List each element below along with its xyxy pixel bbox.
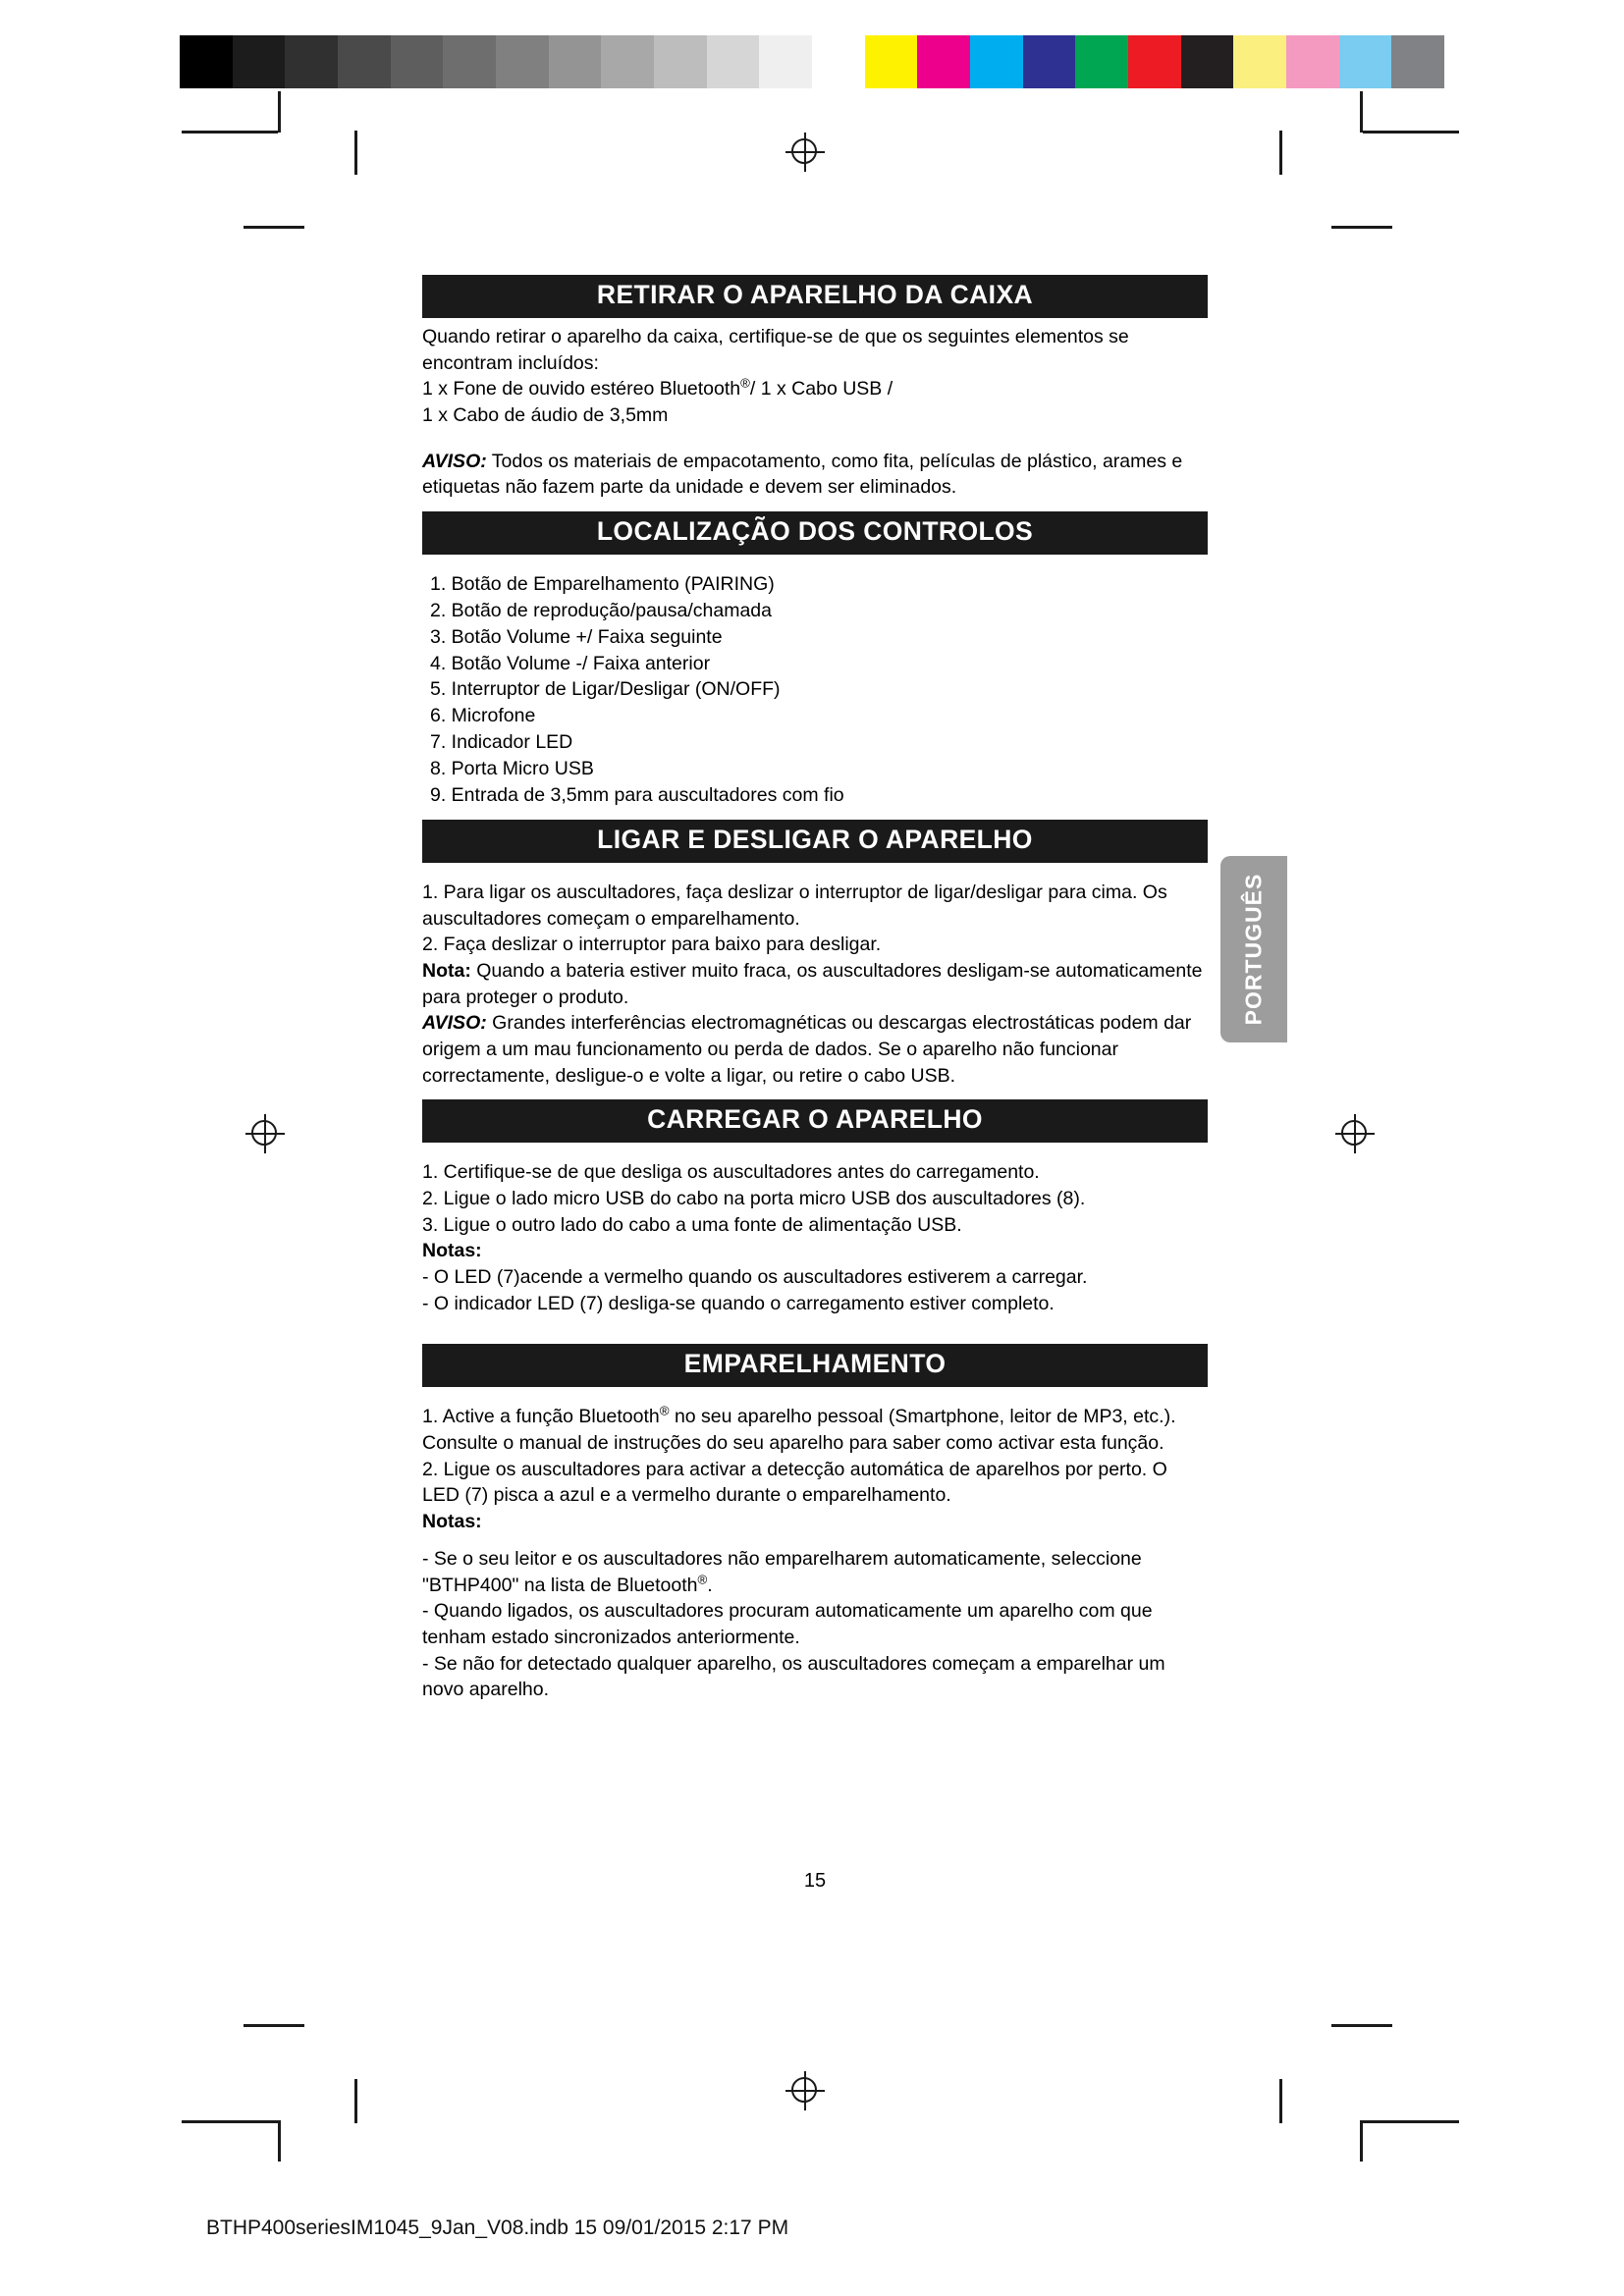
- crop-mark: [1331, 2024, 1392, 2027]
- color-swatch: [1233, 35, 1286, 88]
- color-swatch: [1339, 35, 1392, 88]
- registration-mark-top: [785, 133, 825, 172]
- pairing-notes-label: Notas:: [422, 1511, 482, 1533]
- color-swatch: [180, 35, 233, 88]
- color-swatch: [443, 35, 496, 88]
- color-swatch: [865, 35, 918, 88]
- language-tab: [1220, 856, 1287, 1042]
- power-note-label: Nota:: [422, 959, 471, 982]
- pairing-note-1: - Se o seu leitor e os auscultadores não emparelharem automaticamente, seleccione "BTHP400" na lista de Bluetooth®.: [422, 1547, 1142, 1596]
- crop-mark: [354, 131, 357, 175]
- color-swatch: [601, 35, 654, 88]
- color-swatch: [812, 35, 865, 88]
- crop-mark: [278, 2120, 281, 2162]
- color-swatch: [391, 35, 444, 88]
- control-item: 2. Botão de reprodução/pausa/chamada: [430, 599, 773, 621]
- print-calibration-strip: [180, 35, 1444, 88]
- crop-mark: [1360, 91, 1363, 133]
- control-item: 7. Indicador LED: [430, 731, 573, 754]
- crop-mark: [278, 91, 281, 133]
- power-step-2: 2. Faça deslizar o interruptor para baixo para desligar.: [422, 934, 882, 956]
- color-swatch: [1023, 35, 1076, 88]
- color-swatch: [1075, 35, 1128, 88]
- charging-note-2: - O indicador LED (7) desliga-se quando o carregamento estiver completo.: [422, 1292, 1055, 1314]
- control-item: 3. Botão Volume +/ Faixa seguinte: [430, 625, 723, 648]
- power-notice: [422, 1010, 1208, 1089]
- crop-mark: [1363, 131, 1459, 133]
- section-heading-unboxing: RETIRAR O APARELHO DA CAIXA: [422, 275, 1208, 318]
- power-notice-text: Grandes interferências electromagnéticas ou descargas electrostáticas podem dar origem a um mau funcionamento ou perda de dados. Se o aparelho não funcionar correctamente, desligue-o e volte a ligar, ou retire o cabo USB.: [422, 1012, 1192, 1087]
- unboxing-intro: Quando retirar o aparelho da caixa, certifique-se de que os seguintes elementos se encontram incluídos:: [422, 325, 1129, 374]
- control-item: 4. Botão Volume -/ Faixa anterior: [430, 652, 711, 674]
- crop-mark: [1279, 131, 1282, 175]
- pairing-note-3: - Se não for detectado qualquer aparelho, os auscultadores começam a emparelhar um novo aparelho.: [422, 1652, 1165, 1701]
- crop-mark: [182, 2120, 278, 2123]
- color-swatch: [1391, 35, 1444, 88]
- print-footer: BTHP400seriesIM1045_9Jan_V08.indb 15 09/01/2015 2:17 PM: [206, 2216, 789, 2239]
- control-item: 9. Entrada de 3,5mm para auscultadores com fio: [430, 784, 844, 807]
- crop-mark: [244, 2024, 304, 2027]
- crop-mark: [354, 2079, 357, 2123]
- crop-mark: [1331, 226, 1392, 229]
- unboxing-notice: [422, 449, 1208, 501]
- crop-mark: [244, 226, 304, 229]
- color-swatch: [1286, 35, 1339, 88]
- section-heading-controls: LOCALIZAÇÃO DOS CONTROLOS: [422, 511, 1208, 555]
- unboxing-contents-line1: 1 x Fone de ouvido estéreo Bluetooth®/ 1 x Cabo USB /: [422, 375, 893, 400]
- crop-mark: [182, 131, 278, 133]
- color-swatch: [496, 35, 549, 88]
- registration-mark-right: [1335, 1114, 1375, 1153]
- pairing-step-2: 2. Ligue os auscultadores para activar a detecção automática de aparelhos por perto. O LED (7) pisca a azul e a vermelho durante o emparelhamento.: [422, 1458, 1167, 1507]
- section-heading-charging: CARREGAR O APARELHO: [422, 1099, 1208, 1143]
- charging-note-1: - O LED (7)acende a vermelho quando os auscultadores estiverem a carregar.: [422, 1266, 1088, 1289]
- power-notice-label: AVISO:: [422, 1012, 487, 1035]
- color-swatch: [549, 35, 602, 88]
- color-swatch: [1128, 35, 1181, 88]
- color-swatch: [1181, 35, 1234, 88]
- pairing-note-2: - Quando ligados, os auscultadores procuram automaticamente um aparelho com que tenham estado sincronizados anteriormente.: [422, 1600, 1153, 1648]
- color-swatch: [338, 35, 391, 88]
- power-note: [422, 958, 1208, 1010]
- registration-mark-left: [245, 1114, 285, 1153]
- control-item: 5. Interruptor de Ligar/Desligar (ON/OFF): [430, 678, 781, 701]
- language-tab-label: PORTUGUÊS: [1240, 873, 1267, 1026]
- charging-step-3: 3. Ligue o outro lado do cabo a uma fonte de alimentação USB.: [422, 1213, 962, 1236]
- color-swatch: [654, 35, 707, 88]
- section-heading-pairing: EMPARELHAMENTO: [422, 1344, 1208, 1387]
- page-number: 15: [803, 1870, 827, 1892]
- color-swatch: [285, 35, 338, 88]
- crop-mark: [1360, 2120, 1363, 2162]
- section-heading-power: LIGAR E DESLIGAR O APARELHO: [422, 820, 1208, 863]
- color-swatch: [233, 35, 286, 88]
- color-swatch: [759, 35, 812, 88]
- color-swatch: [707, 35, 760, 88]
- crop-mark: [1279, 2079, 1282, 2123]
- charging-step-2: 2. Ligue o lado micro USB do cabo na porta micro USB dos auscultadores (8).: [422, 1187, 1086, 1209]
- control-item: 1. Botão de Emparelhamento (PAIRING): [430, 572, 775, 595]
- color-swatch: [917, 35, 970, 88]
- unboxing-contents-line2: 1 x Cabo de áudio de 3,5mm: [422, 403, 669, 426]
- manual-page-content: [422, 275, 1208, 1892]
- charging-step-1: 1. Certifique-se de que desliga os auscultadores antes do carregamento.: [422, 1161, 1040, 1184]
- charging-notes-label: Notas:: [422, 1240, 482, 1262]
- registration-mark-bottom: [785, 2071, 825, 2110]
- crop-mark: [1363, 2120, 1459, 2123]
- control-item: 6. Microfone: [430, 705, 536, 727]
- power-note-text: Quando a bateria estiver muito fraca, os auscultadores desligam-se automaticamente para proteger o produto.: [422, 959, 1203, 1008]
- unboxing-notice-label: AVISO:: [422, 450, 487, 472]
- unboxing-notice-text: Todos os materiais de empacotamento, como fita, películas de plástico, arames e etiquetas não fazem parte da unidade e devem ser eliminados.: [422, 450, 1183, 499]
- pairing-step-1: 1. Active a função Bluetooth® no seu aparelho pessoal (Smartphone, leitor de MP3, etc.). Consulte o manual de instruções do seu aparelho para saber como activar esta função.: [422, 1403, 1176, 1454]
- power-step-1: 1. Para ligar os auscultadores, faça deslizar o interruptor de ligar/desligar para cima. Os auscultadores começam o emparelhamento.: [422, 881, 1167, 930]
- control-item: 8. Porta Micro USB: [430, 758, 594, 780]
- color-swatch: [970, 35, 1023, 88]
